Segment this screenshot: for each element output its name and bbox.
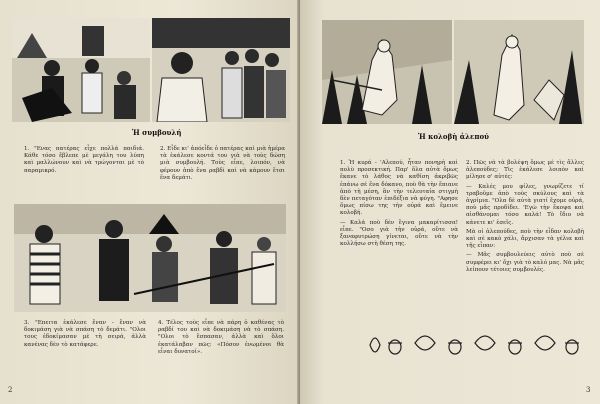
- left-paragraph-3: [24, 320, 146, 351]
- right-paragraph-2-text: — Καλά ποὺ δὲν ἔγινα μακαρίτισσα! εἶπε. "Οσο γιὰ τὴν οὐρά, οὔτε νὰ ξαναφυτρώση γίνεται, οὔτε νὰ τὴν κολλήσω στὴ θέση της.: [340, 219, 458, 248]
- left-paragraph-2-text: 2. Εἶδε κι' ἀπόεἶδε ὁ πατέρας καὶ μιὰ ἡμέρα τὰ ἐκάλεσε κοντά του γιὰ νὰ τοὺς δώση μιὰ συμβουλή. Τοὺς εἶπε, λοιπόν, νὰ φέρουν ἀπὸ ἕνα ραβδὶ καὶ νὰ κάμουν ἔτσι ἕνα δεμάτι.: [160, 146, 285, 181]
- right-paragraph-5-text: Μὰ οἱ ἀλεπούδες, ποὺ τὴν εἶδαν κολοβὴ καὶ σὲ κακὸ χάλι, ἄρχισαν τὰ γέλια καὶ τῆς εἶπαν:: [466, 228, 584, 250]
- right-paragraph-3-text: 2. Πῶς νὰ τὰ βολέψη ὅμως μὲ τὶς ἄλλες ἀλεπούδες; Τὶς ἐκάλεσε λοιπὸν καὶ μίλησε σ' αὐτές:: [466, 160, 584, 181]
- right-paragraph-4-text: — Καλές μου φίλες, γνωρίζετε τί τραβοῦμε ἀπὸ τοὺς σκύλους καὶ τὰ ἀγρίμια. "Ολα δὲ αὐτὰ γιατί ἔχομε οὐρά, ποὺ μᾶς προδίδει. 'Εγὼ τὴν ἔκοψα καὶ αἰσθάνομαι τόσο καλά! Τὸ ἴδιο νὰ κάνετε κι' ἐσεῖς.: [466, 183, 584, 226]
- right-column-2: [466, 160, 584, 276]
- left-paragraph-2: [160, 146, 285, 184]
- left-paragraph-4-text: 4. Τέλος τοὺς εἶπε νὰ πάρη ὁ καθένας τὸ ραβδί του καὶ νὰ δοκιμάση νὰ τὸ σπάση. "Ολοι τὸ ἔσπασαν, ἀλλὰ καὶ ὅλοι ἐκατάλαβαν πῶς: «Πόσον ἑνωμένοι θὰ εἶναι δυνατοί».: [158, 320, 284, 355]
- left-paragraph-1-text: 1. "Ενας πατέρας εἶχε πολλά παιδιά. Κάθε τόσο ἔβλεπε μὲ μεγάλη του λύπη καὶ μαλλώνουν καὶ νὰ τρώγονται μὲ τὸ παραμικρό.: [24, 146, 144, 174]
- illustration-foxes-laugh: [454, 20, 584, 124]
- page-number-left: 2: [8, 386, 13, 394]
- right-paragraph-6-text: — Μᾶς συμβουλεύεις αὐτὸ ποὺ σὲ συμφέρει κι' ὄχι γιὰ τὸ καλό μας. Νὰ μᾶς λείπουν τέτοιες συμβουλές.: [466, 252, 584, 273]
- left-paragraph-1: [24, 146, 144, 177]
- illustration-children-quarrel: [12, 18, 150, 122]
- illustration-2-drawing: [152, 18, 290, 122]
- page-number-right: 3: [586, 386, 591, 394]
- right-paragraph-1-text: 1. Ἡ κυρά - 'Αλεπού, ἦταν πονηρὴ καὶ πολὺ προσεκτική. Παρ' ὅλα αὐτὰ ὅμως ἔκανε τὸ λάθος νὰ καθίση ἀκριβῶς ἐπάνω σὲ ἕνα δόκανο, ποὺ θὰ τὴν ἔπιανε ἀπὸ τὴ μέση, ἂν τὴν τελευταία στιγμὴ δὲν πεταγόταν ἐπιδέξια νὰ φύγη. "Αφησε ὅμως πίσω της τὴν οὐρά καὶ ἔμεινε κολοβή.: [340, 160, 458, 217]
- illustration-fox-in-trap: [322, 20, 452, 124]
- right-page-title: Ἡ κολοβὴ ἀλεπού: [418, 132, 489, 141]
- illustration-5-drawing: [454, 20, 584, 124]
- illustration-father-speaks: [152, 18, 290, 122]
- left-paragraph-4: [158, 320, 284, 358]
- left-paragraph-3-text: 3. "Επειτα ἐκάλεσε ἕναν - ἕναν νὰ δοκιμάση γιὰ νὰ σπάση τὸ δεμάτι. "Ολοι τους ἐδοκίμασαν μὲ τὴ σειρά, ἀλλὰ κανένας δὲν τὸ κατάφερε.: [24, 320, 146, 348]
- illustration-1-drawing: [12, 18, 150, 122]
- right-column-1: [340, 160, 458, 250]
- illustration-4-drawing: [322, 20, 452, 124]
- left-page-title: Ἡ συμβουλή: [132, 128, 182, 137]
- illustration-bundle-of-sticks: [14, 204, 286, 312]
- acorn-leaf-ornament: [360, 325, 590, 361]
- illustration-3-drawing: [14, 204, 286, 312]
